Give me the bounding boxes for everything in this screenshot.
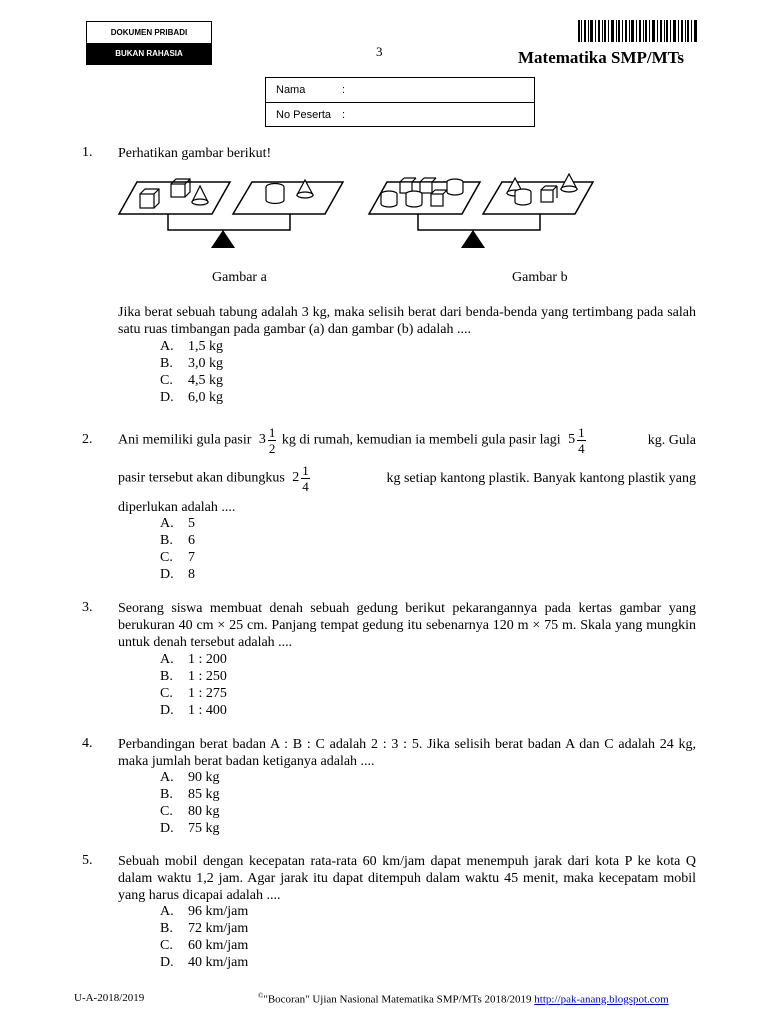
option-text: 1 : 250 xyxy=(188,669,227,684)
option-letter: A. xyxy=(160,516,174,531)
option-letter: B. xyxy=(160,921,173,936)
option-text: 90 kg xyxy=(188,770,220,785)
page-number: 3 xyxy=(376,44,383,59)
figure-caption-a: Gambar a xyxy=(212,270,267,285)
fraction: $\frac{1}{2}$ xyxy=(268,424,276,456)
question-4-option-b[interactable] xyxy=(160,786,220,803)
question-1-option-c[interactable] xyxy=(160,372,223,389)
question-3-option-a[interactable] xyxy=(160,651,227,668)
question-4-text: Perbandingan berat badan A : B : C adalah 2 : 3 : 5. Jika selisih berat badan A dan C adalah 24 kg, maka jumlah berat badan ketiganya adalah .... xyxy=(118,737,696,769)
mixed-number: 2 $\frac{1}{4}$ xyxy=(292,462,309,494)
mixed-number: 3 $\frac{1}{2}$ xyxy=(258,424,276,456)
option-text: 72 km/jam xyxy=(188,921,249,936)
option-letter: B. xyxy=(160,669,173,684)
q2-text-part: kg. Gula xyxy=(647,432,696,448)
footer-link[interactable]: http://pak-anang.blogspot.com xyxy=(534,993,669,1006)
figure-caption-b: Gambar b xyxy=(512,270,568,285)
question-2-option-a[interactable] xyxy=(160,515,195,532)
option-text: 6 xyxy=(188,533,195,548)
doc-label-top: DOKUMEN PRIBADI xyxy=(110,28,188,37)
option-letter: C. xyxy=(160,686,173,701)
option-letter: A. xyxy=(160,904,174,919)
option-letter: C. xyxy=(160,804,173,819)
question-3-option-d[interactable] xyxy=(160,702,227,719)
question-1-option-a[interactable] xyxy=(160,338,223,355)
question-1-intro: Perhatikan gambar berikut! xyxy=(118,146,272,161)
option-letter: B. xyxy=(160,533,173,548)
document-classification-box xyxy=(86,21,212,65)
question-2-option-d[interactable] xyxy=(160,566,195,583)
option-letter: C. xyxy=(160,373,173,388)
option-letter: D. xyxy=(160,703,174,718)
q2-text-part: kg setiap kantong plastik. Banyak kantong plastik yang xyxy=(386,470,696,486)
q2-text-part: kg di rumah, kemudian ia membeli gula pasir lagi xyxy=(281,432,561,448)
option-letter: D. xyxy=(160,821,174,836)
footer-credit xyxy=(258,992,669,1006)
question-3-option-b[interactable] xyxy=(160,668,227,685)
option-letter: B. xyxy=(160,356,173,371)
name-colon: : xyxy=(342,84,346,96)
option-letter: D. xyxy=(160,390,174,405)
question-4-option-c[interactable] xyxy=(160,803,220,820)
question-1-option-b[interactable] xyxy=(160,355,223,372)
barcode-icon xyxy=(578,20,698,42)
option-text: 80 kg xyxy=(188,804,220,819)
question-4-option-a[interactable] xyxy=(160,769,220,786)
option-text: 1 : 275 xyxy=(188,686,227,701)
option-letter: B. xyxy=(160,787,173,802)
name-label: Nama xyxy=(276,84,306,96)
question-3-option-c[interactable] xyxy=(160,685,227,702)
option-letter: A. xyxy=(160,339,174,354)
option-letter: C. xyxy=(160,938,173,953)
option-letter: C. xyxy=(160,550,173,565)
question-5-text: Sebuah mobil dengan kecepatan rata-rata 60 km/jam dapat menempuh jarak dari kota P ke kota Q dalam waktu 1,2 jam. Agar jarak itu dapat ditempuh dalam waktu 45 menit, maka kecepatam mobil yang harus dicapai adalah .... xyxy=(118,854,696,903)
doc-label-bottom: BUKAN RAHASIA xyxy=(87,43,211,64)
balance-scale-figure-b xyxy=(365,172,600,252)
q2-text-part: pasir tersebut akan dibungkus xyxy=(118,470,285,486)
option-letter: A. xyxy=(160,770,174,785)
option-text: 40 km/jam xyxy=(188,955,249,970)
fraction: $\frac{1}{4}$ xyxy=(302,462,309,494)
option-text: 4,5 kg xyxy=(188,373,223,388)
q2-text-part: Ani memiliki gula pasir xyxy=(118,432,252,448)
option-text: 3,0 kg xyxy=(188,356,223,371)
option-text: 1 : 200 xyxy=(188,652,227,667)
option-text: 60 km/jam xyxy=(188,938,249,953)
question-5-option-d[interactable] xyxy=(160,954,248,971)
question-1-text: Jika berat sebuah tabung adalah 3 kg, maka selisih berat dari benda-benda yang tertimbang pada salah satu ruas timbangan pada gambar (a) dan gambar (b) adalah .... xyxy=(118,305,696,337)
subject-title: Matematika SMP/MTs xyxy=(518,48,685,67)
question-5-option-b[interactable] xyxy=(160,920,248,937)
footer-code: U-A-2018/2019 xyxy=(74,992,145,1004)
name-row xyxy=(266,78,534,102)
option-text: 75 kg xyxy=(188,821,220,836)
footer-text: "Bocoran" Ujian Nasional Matematika SMP/MTs 2018/2019 xyxy=(263,993,532,1006)
participant-id-box xyxy=(265,77,535,127)
option-text: 1 : 400 xyxy=(188,703,227,718)
balance-scale-figure-a xyxy=(115,172,350,252)
question-2-option-c[interactable] xyxy=(160,549,195,566)
mixed-number: 5 $\frac{1}{4}$ xyxy=(568,424,585,456)
question-3-number: 3. xyxy=(82,600,93,615)
option-text: 7 xyxy=(188,550,195,565)
question-4-option-d[interactable] xyxy=(160,820,220,837)
option-text: 5 xyxy=(188,516,195,531)
option-text: 8 xyxy=(188,567,195,582)
option-text: 85 kg xyxy=(188,787,220,802)
option-text: 96 km/jam xyxy=(188,904,249,919)
question-2-line-2 xyxy=(118,454,696,502)
question-2-number: 2. xyxy=(82,432,93,447)
participant-number-row xyxy=(266,102,534,127)
question-4-number: 4. xyxy=(82,736,93,751)
copyright-symbol: © xyxy=(258,992,264,1000)
question-5-number: 5. xyxy=(82,853,93,868)
option-text: 6,0 kg xyxy=(188,390,223,405)
fraction: $\frac{1}{4}$ xyxy=(578,424,585,456)
question-1-number: 1. xyxy=(82,145,93,160)
participant-number-label: No Peserta xyxy=(276,109,332,121)
option-letter: D. xyxy=(160,567,174,582)
option-letter: D. xyxy=(160,955,174,970)
question-2-line-3: diperlukan adalah .... xyxy=(118,500,236,515)
question-2-option-b[interactable] xyxy=(160,532,195,549)
option-letter: A. xyxy=(160,652,174,667)
question-3-text: Seorang siswa membuat denah sebuah gedung berikut pekarangannya pada kertas gambar yang berukuran 40 cm × 25 cm. Panjang tempat gedung itu sebenarnya 120 m × 75 m. Skala yang mungkin untuk denah tersebut adalah .... xyxy=(118,601,696,650)
question-5-option-c[interactable] xyxy=(160,937,248,954)
question-5-option-a[interactable] xyxy=(160,903,248,920)
option-text: 1,5 kg xyxy=(188,339,223,354)
participant-number-colon: : xyxy=(342,109,346,121)
question-1-option-d[interactable] xyxy=(160,389,223,406)
